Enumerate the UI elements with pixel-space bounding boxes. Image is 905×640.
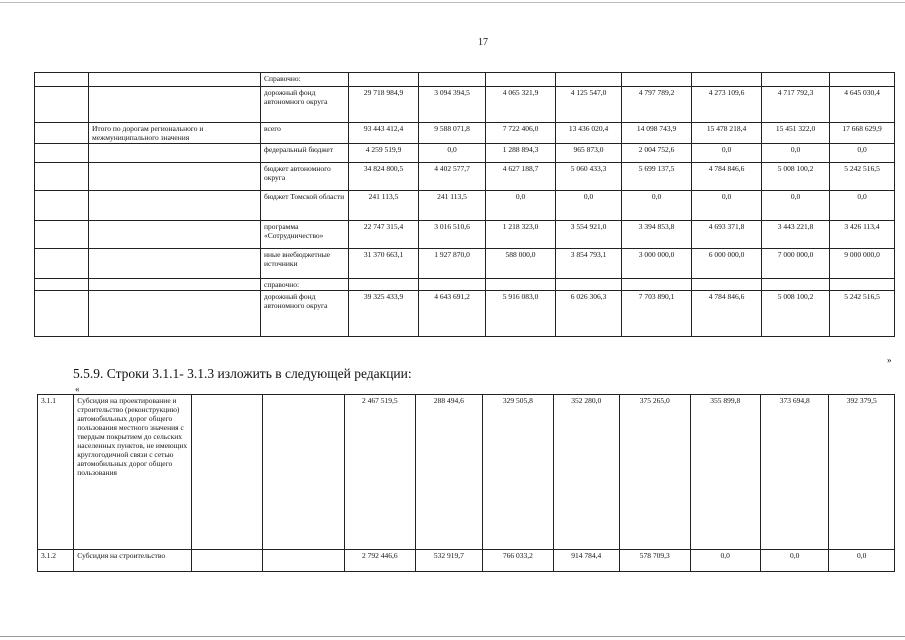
- value-cell: 14 098 743,9: [622, 123, 692, 144]
- value-cell: [486, 73, 556, 87]
- value-cell: 5 008 100,2: [762, 291, 830, 337]
- row-title-cell: [89, 87, 261, 123]
- value-cell: 7 000 000,0: [762, 249, 830, 279]
- value-cell: 0,0: [762, 191, 830, 221]
- table-row: [35, 249, 895, 279]
- value-cell: 3 554 921,0: [556, 221, 622, 249]
- funding-source-cell: [262, 395, 345, 550]
- value-cell: 4 125 547,0: [556, 87, 622, 123]
- funding-source-cell: справочно:: [261, 279, 349, 291]
- value-cell: [692, 279, 762, 291]
- page-top-edge: [0, 2, 905, 3]
- value-cell: 4 717 792,3: [762, 87, 830, 123]
- value-cell: [486, 279, 556, 291]
- table-row: [35, 87, 895, 123]
- value-cell: 3 094 394,5: [419, 87, 486, 123]
- row-number-cell: 3.1.1: [38, 395, 74, 550]
- funding-source-cell: бюджет Томской области: [261, 191, 349, 221]
- value-cell: 31 370 663,1: [349, 249, 419, 279]
- row-number-cell: [35, 163, 89, 191]
- value-cell: 4 784 846,6: [692, 163, 762, 191]
- value-cell: [622, 73, 692, 87]
- value-cell: 0,0: [830, 144, 895, 163]
- row-title-cell: [89, 73, 261, 87]
- value-cell: 5 242 516,5: [830, 163, 895, 191]
- executor-cell: [192, 395, 262, 550]
- value-cell: 3 426 113,4: [830, 221, 895, 249]
- value-cell: 3 394 853,8: [622, 221, 692, 249]
- value-cell: [556, 73, 622, 87]
- row-title-cell: Итого по дорогам регионального и межмуниципального значения: [89, 123, 261, 144]
- funding-source-cell: федеральный бюджет: [261, 144, 349, 163]
- row-number-cell: [35, 279, 89, 291]
- row-title-cell: [89, 163, 261, 191]
- value-cell: 2 004 752,6: [622, 144, 692, 163]
- value-cell: 288 494,6: [415, 395, 482, 550]
- value-cell: 9 000 000,0: [830, 249, 895, 279]
- table-row: [35, 291, 895, 337]
- funding-source-cell: бюджет автономного округа: [261, 163, 349, 191]
- table-row: [38, 550, 895, 572]
- row-title-cell: Субсидия на строительство: [74, 550, 192, 572]
- value-cell: 241 113,5: [419, 191, 486, 221]
- value-cell: 93 443 412,4: [349, 123, 419, 144]
- value-cell: 1 218 323,0: [486, 221, 556, 249]
- value-cell: 9 588 071,8: [419, 123, 486, 144]
- value-cell: 4 273 109,6: [692, 87, 762, 123]
- value-cell: 1 927 870,0: [419, 249, 486, 279]
- value-cell: 0,0: [830, 191, 895, 221]
- value-cell: 5 699 137,5: [622, 163, 692, 191]
- value-cell: 914 784,4: [553, 550, 619, 572]
- value-cell: 39 325 433,9: [349, 291, 419, 337]
- value-cell: 4 065 321,9: [486, 87, 556, 123]
- value-cell: 3 016 510,6: [419, 221, 486, 249]
- value-cell: 34 824 800,5: [349, 163, 419, 191]
- value-cell: [419, 279, 486, 291]
- row-number-cell: [35, 144, 89, 163]
- row-title-cell: Субсидия на проектирование и строительство (реконструкцию) автомобильных дорог общего пользования местного значения с твердым покрытием до сельских населенных пунктов, не имеющих круглогодичной связи с сетью автомобильных дорог общего пользования: [74, 395, 192, 550]
- value-cell: 6 000 000,0: [692, 249, 762, 279]
- value-cell: 352 280,0: [553, 395, 619, 550]
- value-cell: 4 627 188,7: [486, 163, 556, 191]
- value-cell: 15 451 322,0: [762, 123, 830, 144]
- row-number-cell: [35, 73, 89, 87]
- value-cell: 965 873,0: [556, 144, 622, 163]
- row-title-cell: [89, 144, 261, 163]
- page-bottom-edge: [0, 636, 905, 637]
- value-cell: 7 703 890,1: [622, 291, 692, 337]
- row-number-cell: [35, 123, 89, 144]
- value-cell: 22 747 315,4: [349, 221, 419, 249]
- value-cell: 15 478 218,4: [692, 123, 762, 144]
- value-cell: 4 643 691,2: [419, 291, 486, 337]
- table-row: [38, 395, 895, 550]
- value-cell: 0,0: [692, 144, 762, 163]
- value-cell: 17 668 629,9: [830, 123, 895, 144]
- row-title-cell: [89, 291, 261, 337]
- funding-source-cell: всего: [261, 123, 349, 144]
- value-cell: 578 709,3: [620, 550, 690, 572]
- value-cell: 5 242 516,5: [830, 291, 895, 337]
- value-cell: 0,0: [760, 550, 828, 572]
- value-cell: 4 693 371,8: [692, 221, 762, 249]
- value-cell: 13 436 020,4: [556, 123, 622, 144]
- value-cell: 766 033,2: [483, 550, 553, 572]
- value-cell: [830, 279, 895, 291]
- value-cell: 588 000,0: [486, 249, 556, 279]
- value-cell: [830, 73, 895, 87]
- value-cell: 5 060 433,3: [556, 163, 622, 191]
- value-cell: 329 505,8: [483, 395, 553, 550]
- value-cell: 4 797 789,2: [622, 87, 692, 123]
- value-cell: 6 026 306,3: [556, 291, 622, 337]
- value-cell: 4 645 030,4: [830, 87, 895, 123]
- closing-quote: »: [887, 355, 892, 365]
- value-cell: 4 259 519,9: [349, 144, 419, 163]
- value-cell: 4 784 846,6: [692, 291, 762, 337]
- funding-source-cell: дорожный фонд автономного округа: [261, 87, 349, 123]
- row-number-cell: 3.1.2: [38, 550, 74, 572]
- value-cell: 3 854 793,1: [556, 249, 622, 279]
- value-cell: [419, 73, 486, 87]
- value-cell: 5 916 083,0: [486, 291, 556, 337]
- table-row: [35, 123, 895, 144]
- value-cell: 29 718 984,9: [349, 87, 419, 123]
- table-row: [35, 73, 895, 87]
- row-title-cell: [89, 191, 261, 221]
- funding-source-cell: иные внебюджетные источники: [261, 249, 349, 279]
- value-cell: [762, 73, 830, 87]
- value-cell: 0,0: [622, 191, 692, 221]
- value-cell: [349, 279, 419, 291]
- value-cell: 0,0: [419, 144, 486, 163]
- value-cell: [556, 279, 622, 291]
- funding-source-cell: [262, 550, 345, 572]
- value-cell: 3 443 221,8: [762, 221, 830, 249]
- section-heading: 5.5.9. Строки 3.1.1- 3.1.3 изложить в следующей редакции:: [73, 366, 412, 381]
- value-cell: 375 265,0: [620, 395, 690, 550]
- value-cell: 0,0: [486, 191, 556, 221]
- table-row: [35, 279, 895, 291]
- value-cell: 0,0: [762, 144, 830, 163]
- value-cell: 241 113,5: [349, 191, 419, 221]
- table-row: [35, 191, 895, 221]
- value-cell: 0,0: [829, 550, 895, 572]
- value-cell: 4 402 577,7: [419, 163, 486, 191]
- row-title-cell: [89, 221, 261, 249]
- page-number: 17: [478, 37, 488, 48]
- funding-table-top: [34, 72, 895, 337]
- row-title-cell: [89, 279, 261, 291]
- value-cell: 3 000 000,0: [622, 249, 692, 279]
- value-cell: 392 379,5: [829, 395, 895, 550]
- value-cell: 532 919,7: [415, 550, 482, 572]
- value-cell: 5 008 100,2: [762, 163, 830, 191]
- value-cell: 2 792 446,6: [345, 550, 415, 572]
- value-cell: 0,0: [556, 191, 622, 221]
- funding-table-bottom: [37, 394, 895, 572]
- row-number-cell: [35, 87, 89, 123]
- executor-cell: [192, 550, 262, 572]
- funding-source-cell: дорожный фонд автономного округа: [261, 291, 349, 337]
- opening-quote: «: [75, 384, 80, 394]
- funding-source-cell: программа «Сотрудничество»: [261, 221, 349, 249]
- table-row: [35, 144, 895, 163]
- row-number-cell: [35, 221, 89, 249]
- funding-table-bottom-body: [38, 395, 895, 572]
- value-cell: 373 694,8: [760, 395, 828, 550]
- value-cell: 7 722 406,0: [486, 123, 556, 144]
- value-cell: [692, 73, 762, 87]
- row-number-cell: [35, 249, 89, 279]
- value-cell: [349, 73, 419, 87]
- row-number-cell: [35, 291, 89, 337]
- row-number-cell: [35, 191, 89, 221]
- value-cell: 355 899,8: [690, 395, 760, 550]
- value-cell: [622, 279, 692, 291]
- value-cell: 0,0: [692, 191, 762, 221]
- table-row: [35, 163, 895, 191]
- row-title-cell: [89, 249, 261, 279]
- value-cell: 2 467 519,5: [345, 395, 415, 550]
- value-cell: [762, 279, 830, 291]
- value-cell: 0,0: [690, 550, 760, 572]
- funding-source-cell: Справочно:: [261, 73, 349, 87]
- table-row: [35, 221, 895, 249]
- funding-table-top-body: [35, 73, 895, 337]
- value-cell: 1 288 894,3: [486, 144, 556, 163]
